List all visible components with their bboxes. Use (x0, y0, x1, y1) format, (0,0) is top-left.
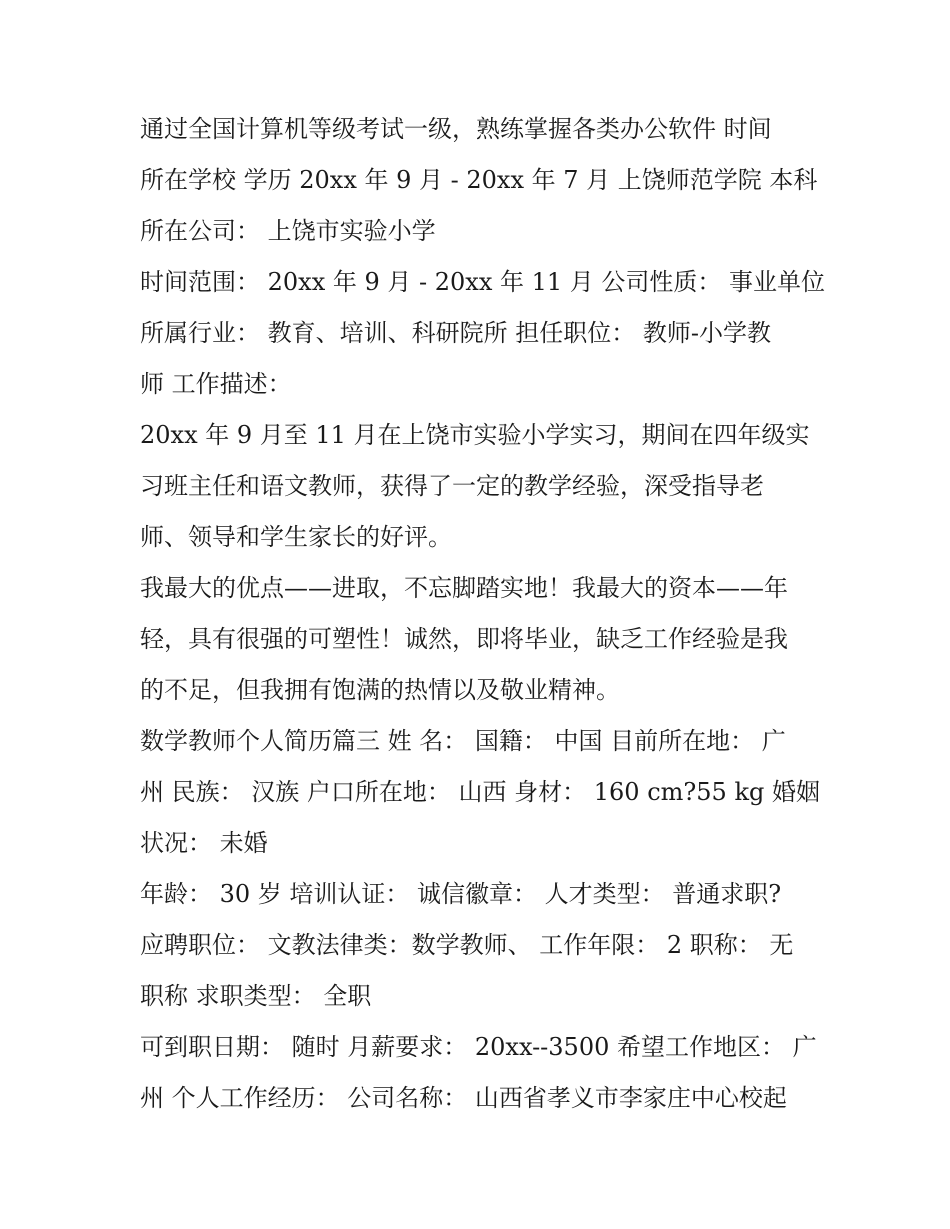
text-line: 应聘职位： 文教法律类：数学教师、 工作年限： 2 职称： 无 (140, 931, 794, 959)
text-line: 的不足，但我拥有饱满的热情以及敬业精神。 (140, 676, 620, 704)
text-line: 所在公司： 上饶市实验小学 (140, 217, 436, 245)
document-body-text (140, 104, 826, 1124)
text-line: 数学教师个人简历篇三 姓 名： 国籍： 中国 目前所在地： 广 (140, 727, 786, 755)
text-line: 州 个人工作经历： 公司名称： 山西省孝义市李家庄中心校起 (140, 1084, 787, 1112)
text-line: 州 民族： 汉族 户口所在地： 山西 身材： 160 cm?55 kg 婚姻 (140, 778, 820, 806)
text-line: 师、领导和学生家长的好评。 (140, 523, 452, 551)
text-line: 时间范围： 20xx 年 9 月 - 20xx 年 11 月 公司性质： 事业单位 (140, 268, 826, 296)
text-line: 所属行业： 教育、培训、科研院所 担任职位： 教师-小学教 (140, 319, 771, 347)
text-line: 习班主任和语文教师，获得了一定的教学经验，深受指导老 (140, 472, 764, 500)
text-line: 状况： 未婚 (140, 829, 268, 857)
text-line: 轻，具有很强的可塑性！诚然，即将毕业，缺乏工作经验是我 (140, 625, 788, 653)
text-line: 我最大的优点——进取，不忘脚踏实地！我最大的资本——年 (140, 574, 788, 602)
text-line: 通过全国计算机等级考试一级，熟练掌握各类办公软件 时间 (140, 115, 772, 143)
text-line: 职称 求职类型： 全职 (140, 982, 372, 1010)
text-line: 所在学校 学历 20xx 年 9 月 - 20xx 年 7 月 上饶师范学院 本科 (140, 166, 818, 194)
text-line: 师 工作描述： (140, 370, 292, 398)
text-line: 可到职日期： 随时 月薪要求： 20xx--3500 希望工作地区： 广 (140, 1033, 817, 1061)
text-line: 年龄： 30 岁 培训认证： 诚信徽章： 人才类型： 普通求职? (140, 880, 782, 908)
text-line: 20xx 年 9 月至 11 月在上饶市实验小学实习，期间在四年级实 (140, 421, 810, 449)
